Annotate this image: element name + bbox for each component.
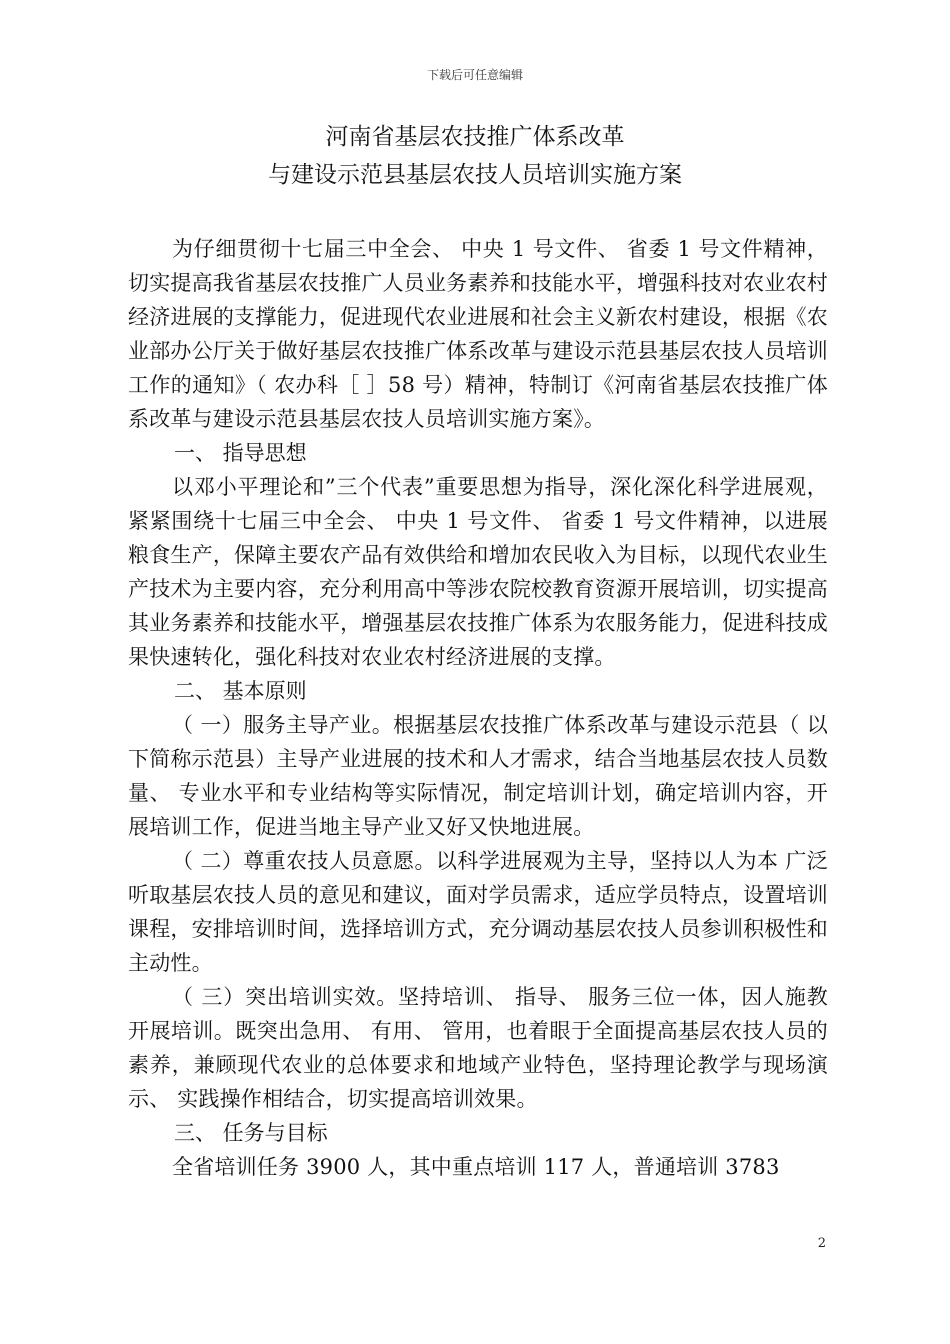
header-note: 下载后可任意编辑 (426, 68, 523, 82)
paragraph-principle-1: （ 一）服务主导产业。根据基层农技推广体系改革与建设示范县（ 以下简称示范县）主导产业进展的技术和人才需求，结合当地基层农技人员数量、 专业水平和专业结构等实际情况，制定培训计划，确定培训内容，开展培训工作，促进当地主导产业又好又快地进展。 (128, 713, 828, 839)
section-heading-guiding-thought: 一、 指导思想 (174, 441, 307, 465)
section-heading-tasks-goals: 三、 任务与目标 (174, 1121, 328, 1145)
paragraph-intro: 为仔细贯彻十七届三中全会、 中央 1 号文件、 省委 1 号文件精神，切实提高我省基层农技推广人员业务素养和技能水平，增强科技对农业农村经济进展的支撑能力，促进现代农业进展和社会主义新农村建设，根据《农业部办公厅关于做好基层农技推广体系改革与建设示范县基层农技人员培训工作的通知》（ 农办科［ ］58 号）精神，特制订《河南省基层农技推广体系改革与建设示范县基层农技人员培训实施方案》。 (128, 237, 828, 431)
document-title-line-1: 河南省基层农技推广体系改革 (325, 124, 625, 150)
paragraph-principle-2: （ 二）尊重农技人员意愿。以科学进展观为主导，坚持以人为本 广泛听取基层农技人员的意见和建议，面对学员需求，适应学员特点，设置培训课程，安排培训时间，选择培训方式，充分调动基层农技人员参训积极性和主动性。 (128, 849, 828, 975)
paragraph-tasks: 全省培训任务 3900 人，其中重点培训 117 人，普通培训 3783 (172, 1155, 780, 1179)
paragraph-guiding-thought: 以邓小平理论和”三个代表”重要思想为指导，深化深化科学进展观，紧紧围绕十七届三中全会、 中央 1 号文件、 省委 1 号文件精神，以进展粮食生产，保障主要农产品有效供给和增加农民收入为目标，以现代农业生产技术为主要内容，充分利用高中等涉农院校教育资源开展培训，切实提高其业务素养和技能水平，增强基层农技推广体系为农服务能力，促进科技成果快速转化，强化科技对农业农村经济进展的支撑。 (128, 475, 828, 669)
paragraph-principle-3: （ 三）突出培训实效。坚持培训、 指导、 服务三位一体，因人施教开展培训。既突出急用、 有用、 管用，也着眼于全面提高基层农技人员的素养，兼顾现代农业的总体要求和地域产业特色，坚持理论教学与现场演示、 实践操作相结合，切实提高培训效果。 (128, 985, 828, 1111)
page-number: 2 (817, 1236, 826, 1251)
document-body (128, 232, 828, 1184)
document-title-line-2: 与建设示范县基层农技人员培训实施方案 (268, 162, 682, 188)
section-heading-basic-principles: 二、 基本原则 (174, 679, 307, 703)
